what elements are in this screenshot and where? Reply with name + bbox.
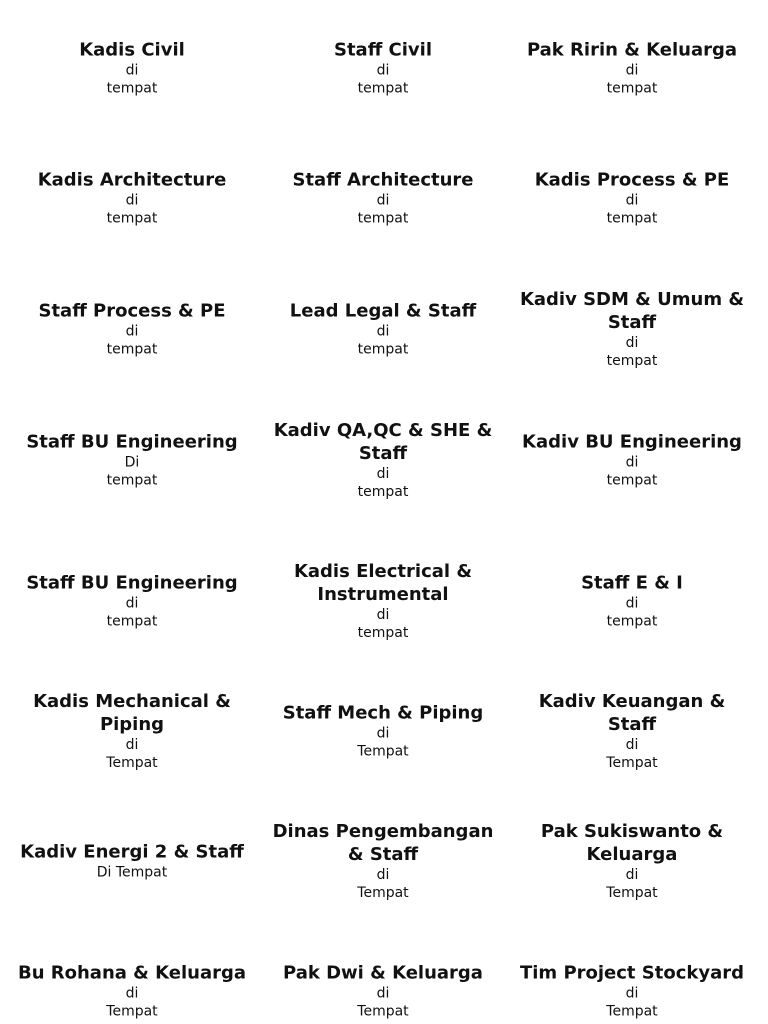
address-line-1: di bbox=[625, 867, 639, 883]
label-card bbox=[268, 300, 498, 359]
label-card bbox=[268, 419, 498, 501]
label-card bbox=[517, 690, 747, 772]
recipient-name: Staff BU Engineering bbox=[26, 431, 238, 453]
address-line-2: Tempat bbox=[106, 1003, 158, 1020]
address-line-2: Tempat bbox=[357, 1003, 409, 1020]
address-line-1: di bbox=[376, 725, 390, 742]
recipient-name: Kadis Architecture bbox=[37, 169, 227, 191]
label-card bbox=[17, 690, 247, 772]
address-line-1: di bbox=[125, 985, 139, 1002]
address-line-1: di bbox=[625, 62, 639, 79]
label-card bbox=[17, 572, 247, 631]
label-card bbox=[17, 962, 247, 1021]
label-card bbox=[517, 431, 747, 490]
label-card bbox=[517, 572, 747, 631]
label-card bbox=[517, 39, 747, 98]
label-card bbox=[268, 560, 498, 642]
recipient-name: Dinas Pengembangan & Staff bbox=[272, 821, 494, 865]
recipient-name: Bu Rohana & Keluarga bbox=[17, 962, 247, 984]
address-line-2: Tempat bbox=[106, 755, 158, 771]
address-line-1: di bbox=[625, 985, 639, 1002]
address-line-1: di bbox=[376, 607, 390, 623]
label-card bbox=[17, 431, 247, 490]
recipient-name: Kadiv SDM & Umum & Staff bbox=[519, 289, 745, 333]
address-line-1: di bbox=[625, 335, 639, 351]
address-line-1: di bbox=[625, 454, 639, 471]
address-line-1: di bbox=[376, 867, 390, 883]
recipient-name: Staff Process & PE bbox=[38, 300, 226, 322]
label-card bbox=[517, 169, 747, 228]
address-line-2: Tempat bbox=[606, 755, 658, 771]
address-line-2: tempat bbox=[357, 210, 409, 227]
address-line-2: tempat bbox=[606, 353, 658, 369]
address-line-2: tempat bbox=[106, 80, 158, 97]
recipient-name: Pak Dwi & Keluarga bbox=[283, 962, 483, 984]
recipient-name: Kadiv Keuangan & Staff bbox=[538, 691, 726, 735]
address-line-2: tempat bbox=[357, 484, 409, 500]
address-line-1: di bbox=[625, 192, 639, 209]
address-line-1: di bbox=[376, 323, 390, 340]
label-card bbox=[17, 300, 247, 359]
recipient-name: Staff E & I bbox=[581, 572, 683, 594]
address-line-1: di bbox=[125, 62, 139, 79]
address-line-1: di bbox=[125, 595, 139, 612]
recipient-name: Kadis Mechanical & Piping bbox=[33, 691, 231, 735]
address-line-1: di bbox=[625, 595, 639, 612]
address-line-2: tempat bbox=[357, 80, 409, 97]
recipient-name: Pak Sukiswanto & Keluarga bbox=[540, 821, 724, 865]
label-card bbox=[517, 820, 747, 902]
label-card bbox=[17, 169, 247, 228]
recipient-name: Kadiv Energi 2 & Staff bbox=[20, 841, 244, 863]
address-line-1: di bbox=[376, 985, 390, 1002]
recipient-name: Kadiv QA,QC & SHE & Staff bbox=[273, 420, 493, 464]
label-card bbox=[268, 169, 498, 228]
recipient-name: Staff Civil bbox=[333, 39, 432, 61]
address-line-1: di bbox=[376, 466, 390, 482]
recipient-name: Tim Project Stockyard bbox=[519, 962, 745, 984]
address-line-1: di bbox=[376, 192, 390, 209]
address-line-1: Di bbox=[124, 454, 140, 471]
label-card bbox=[17, 841, 247, 882]
address-line-2: tempat bbox=[106, 341, 158, 358]
address-line-2: Tempat bbox=[606, 1003, 658, 1020]
address-line-1: di bbox=[125, 192, 139, 209]
address-line-2: tempat bbox=[106, 613, 158, 630]
label-card bbox=[268, 702, 498, 761]
label-card bbox=[268, 39, 498, 98]
recipient-name: Lead Legal & Staff bbox=[289, 300, 477, 322]
address-line-2: Tempat bbox=[357, 885, 409, 901]
address-line-2: tempat bbox=[357, 625, 409, 641]
address-line-2: tempat bbox=[606, 613, 658, 630]
address-line-1: di bbox=[125, 323, 139, 340]
address-line-2: Tempat bbox=[606, 885, 658, 901]
label-card bbox=[17, 39, 247, 98]
recipient-name: Kadiv BU Engineering bbox=[522, 431, 742, 453]
address-line-1: di bbox=[376, 62, 390, 79]
address-line-2: tempat bbox=[606, 210, 658, 227]
address-line-1: Di Tempat bbox=[96, 864, 168, 881]
recipient-name: Staff BU Engineering bbox=[26, 572, 238, 594]
recipient-name: Kadis Process & PE bbox=[534, 169, 730, 191]
address-line-2: tempat bbox=[606, 472, 658, 489]
label-card bbox=[517, 962, 747, 1021]
address-line-2: tempat bbox=[606, 80, 658, 97]
label-card bbox=[268, 820, 498, 902]
recipient-name: Kadis Electrical & Instrumental bbox=[293, 561, 473, 605]
label-card bbox=[517, 288, 747, 370]
address-line-2: Tempat bbox=[357, 743, 409, 760]
address-line-2: tempat bbox=[106, 210, 158, 227]
address-line-1: di bbox=[625, 737, 639, 753]
recipient-name: Kadis Civil bbox=[79, 39, 185, 61]
address-line-2: tempat bbox=[106, 472, 158, 489]
address-line-1: di bbox=[125, 737, 139, 753]
recipient-name: Pak Ririn & Keluarga bbox=[526, 39, 738, 61]
label-card bbox=[268, 962, 498, 1021]
address-line-2: tempat bbox=[357, 341, 409, 358]
recipient-name: Staff Mech & Piping bbox=[282, 702, 484, 724]
recipient-name: Staff Architecture bbox=[292, 169, 474, 191]
